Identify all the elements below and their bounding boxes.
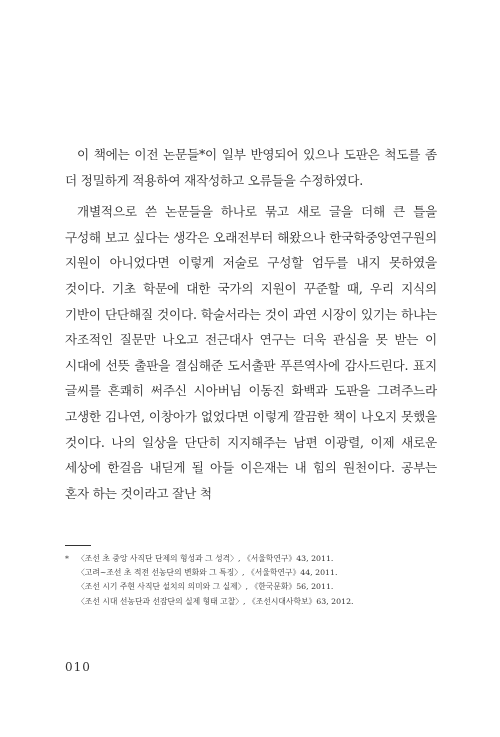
paragraph: 이 책에는 이전 논문들*이 일부 반영되어 있으나 도판은 척도를 좀 더 정밀하게 적용하여 재작성하고 오류들을 수정하였다. [65,147,437,188]
footnote-text: 〈조선 시대 선농단과 선잠단의 실제 형태 고찰〉, 《조선시대사학보》63, 2012. [77,596,354,606]
footnote-marker: * [65,554,69,563]
footnote-text: 〈고려~조선 초 적전 선농단의 변화와 그 특징〉, 《서울학연구》44, 2011. [77,568,338,578]
footnote-divider [65,545,91,546]
footnote-line [65,580,445,594]
paragraph: 개별적으로 쓴 논문들을 하나로 묶고 새로 글을 더해 큰 틀을 구성해 보고 싶다는 생각은 오래전부터 해왔으나 한국학중앙연구원의 지원이 아니었다면 이렇게 저술로 구성할 엄두를 내지 못하였을 것이다. 기초 학문에 대한 국가의 지원이 꾸준할 때, 우리 지식의 기반이 단단해질 것이다. 학술서라는 것이 과연 시장이 있기는 하냐는 자조적인 질문만 나오고 전근대사 연구는 더욱 관심을 못 받는 이 시대에 선뜻 출판을 결심해준 도서출판 푸른역사에 감사드린다. 표지 글씨를 흔쾌히 써주신 시아버님 이동진 화백과 도판을 그려주느라 고생한 김나연, 이창아가 없었다면 이렇게 깔끔한 책이 나오지 못했을 것이다. 나의 일상을 단단히 지지해주는 남편 이광렬, 이제 새로운 세상에 한걸음 내딛게 될 아들 이은재는 내 힘의 원천이다. 공부는 혼자 하는 것이라고 잘난 척 [65,204,437,501]
page-number: 010 [65,660,91,674]
footnote-block [65,552,445,609]
footnote-text: 〈조선 시기 주현 사직단 설치의 의미와 그 실제〉, 《한국문화》56, 2011. [77,582,334,592]
footnote-line [65,595,445,609]
body-text [65,142,437,512]
footnote-line [65,552,445,566]
footnote-text: 〈조선 초 중앙 사직단 단제의 형성과 그 성격〉, 《서울학연구》43, 2011. [77,554,334,563]
footnote-line [65,566,445,580]
